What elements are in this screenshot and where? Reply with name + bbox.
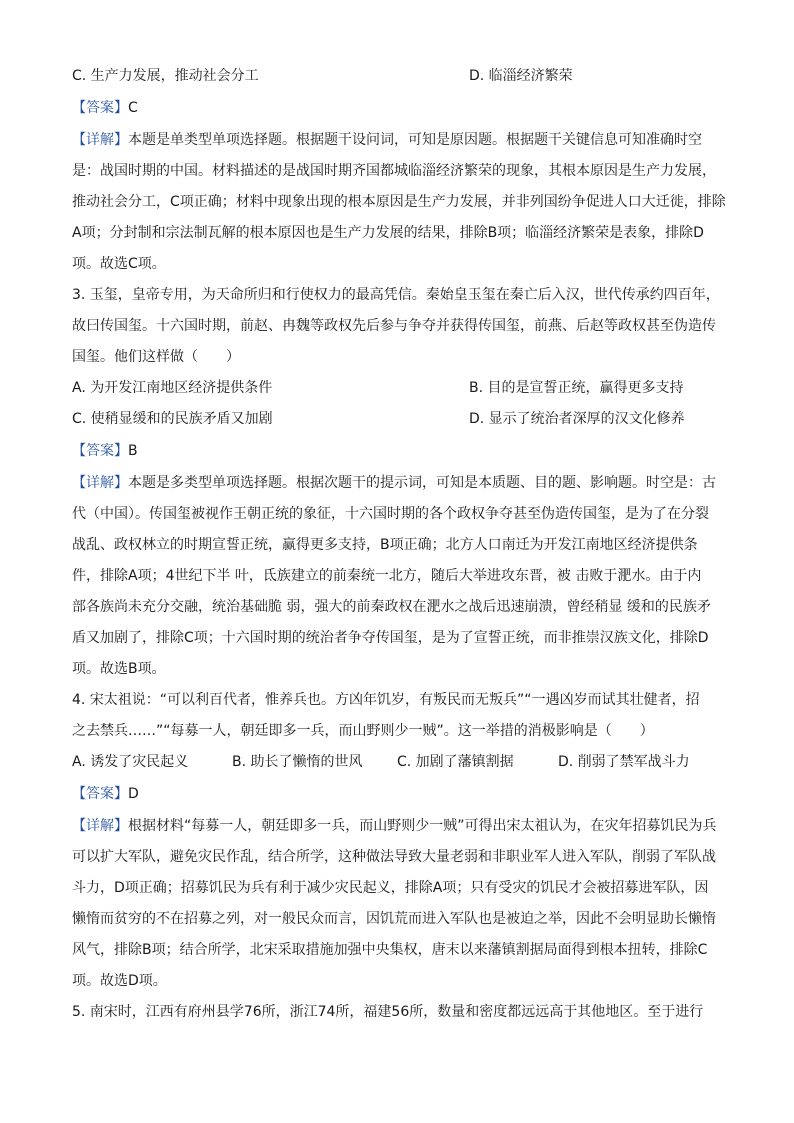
q4-option-a: A. 诱发了灾民起义 [72,754,189,770]
q3-option-c: C. 使稍显缓和的民族矛盾又加剧 [72,411,273,427]
q3-stem-line: 3. 玉玺，皇帝专用，为天命所归和行使权力的最高凭信。秦始皇玉玺在秦亡后入汉，世代传承约四百年， [72,287,720,303]
q4-detail-line: 风气，排除B项；结合所学，北宋采取措施加强中央集权，唐末以来藩镇割据局面得到根本扭转，排除C [72,942,708,958]
q5-stem-line: 5. 南宋时，江西有府州县学76所，浙江74所，福建56所，数量和密度都远远高于其他地区。至于进行 [72,1004,704,1020]
answer-label: 【答案】 [72,786,128,802]
q4-answer [72,786,722,802]
detail-label: 【详解】 [72,818,128,834]
q3-option-row [72,380,722,396]
q4-option-d: D. 削弱了禁军战斗力 [558,754,690,770]
q2-option-c: C. 生产力发展，推动社会分工 [72,68,259,84]
q4-stem-line: 之去禁兵……”“每募一人，朝廷即多一兵，而山野则少一贼”。这一举措的消极影响是（ ） [72,723,654,739]
detail-label: 【详解】 [72,132,128,148]
q3-stem-line: 故曰传国玺。十六国时期，前赵、冉魏等政权先后参与争夺并获得传国玺，前燕、后赵等政权甚至伪造传 [72,318,716,334]
q2-detail-line: 项。故选C项。 [72,256,166,272]
q2-detail-line: A项；分封制和宗法制瓦解的根本原因也是生产力发展的结果，排除B项；临淄经济繁荣是表象，排除D [72,225,704,241]
q3-option-b: B. 目的是宣誓正统，赢得更多支持 [469,380,684,396]
q3-detail-line: 件，排除A项；4世纪下半 叶，氐族建立的前秦统一北方，随后大举进攻东晋，被 击败于淝水。由于内 [72,568,702,584]
q3-detail-line: 代（中国）。传国玺被视作王朝正统的象征，十六国时期的各个政权争夺甚至伪造传国玺，是为了在分裂 [72,506,709,522]
q2-detail-line: 是：战国时期的中国。材料描述的是战国时期齐国都城临淄经济繁荣的现象，其根本原因是生产力发展， [72,163,716,179]
answer-value: B [128,443,138,459]
q3-answer [72,443,722,459]
answer-value: C [128,100,138,116]
q2-answer [72,100,722,116]
answer-label: 【答案】 [72,100,128,116]
q3-detail-line: 部各族尚未充分交融，统治基础脆 弱，强大的前秦政权在淝水之战后迅速崩溃，曾经稍显 缓和的民族矛 [72,599,711,615]
q3-detail-line: 战乱、政权林立的时期宣誓正统，赢得更多支持，B项正确；北方人口南迁为开发江南地区经济提供条 [72,537,698,553]
q4-detail-line: 斗力，D项正确；招募饥民为兵有利于减少灾民起义，排除A项；只有受灾的饥民才会被招募进军队，因 [72,880,709,896]
q4-detail-line: 【详解】根据材料“每募一人，朝廷即多一兵，而山野则少一贼”可得出宋太祖认为，在灾年招募饥民为兵 [72,818,717,834]
q2-detail-line: 推动社会分工，C项正确；材料中现象出现的根本原因是生产力发展，并非列国纷争促进人口大迁徙，排除 [72,194,726,210]
q3-option-d: D. 显示了统治者深厚的汉文化修养 [469,411,685,427]
q4-detail-line: 项。故选D项。 [72,973,167,989]
q3-detail-line: 项。故选B项。 [72,661,166,677]
q4-detail-line: 可以扩大军队，避免灾民作乱，结合所学，这种做法导致大量老弱和非职业军人进入军队，削弱了军队战 [72,849,716,865]
q2-detail-line: 【详解】本题是单类型单项选择题。根据题干设问词，可知是原因题。根据题干关键信息可知准确时空 [72,132,702,148]
q4-detail-line: 懒惰而贫穷的不在招募之列，对一般民众而言，因饥荒而进入军队也是被迫之举，因此不会明显助长懒惰 [72,911,716,927]
q4-option-c: C. 加剧了藩镇割据 [397,754,514,770]
q2-option-row [72,68,722,84]
q3-option-a: A. 为开发江南地区经济提供条件 [72,380,273,396]
q3-detail-line: 盾又加剧了，排除C项；十六国时期的统治者争夺传国玺，是为了宣誓正统，而非推崇汉族文化，排除D [72,630,709,646]
q3-detail-line: 【详解】本题是多类型单项选择题。根据次题干的提示词，可知是本质题、目的题、影响题。时空是：古 [72,475,716,491]
q4-stem-line: 4. 宋太祖说：“可以利百代者，惟养兵也。方凶年饥岁，有叛民而无叛兵”“一遇凶岁而试其壮健者，招 [72,692,700,708]
q3-option-row [72,411,722,427]
q3-stem-line: 国玺。他们这样做（ ） [72,349,240,365]
q2-option-d: D. 临淄经济繁荣 [469,68,573,84]
answer-label: 【答案】 [72,443,128,459]
detail-label: 【详解】 [72,475,128,491]
q4-option-b: B. 助长了懒惰的世风 [232,754,363,770]
answer-value: D [128,786,139,802]
